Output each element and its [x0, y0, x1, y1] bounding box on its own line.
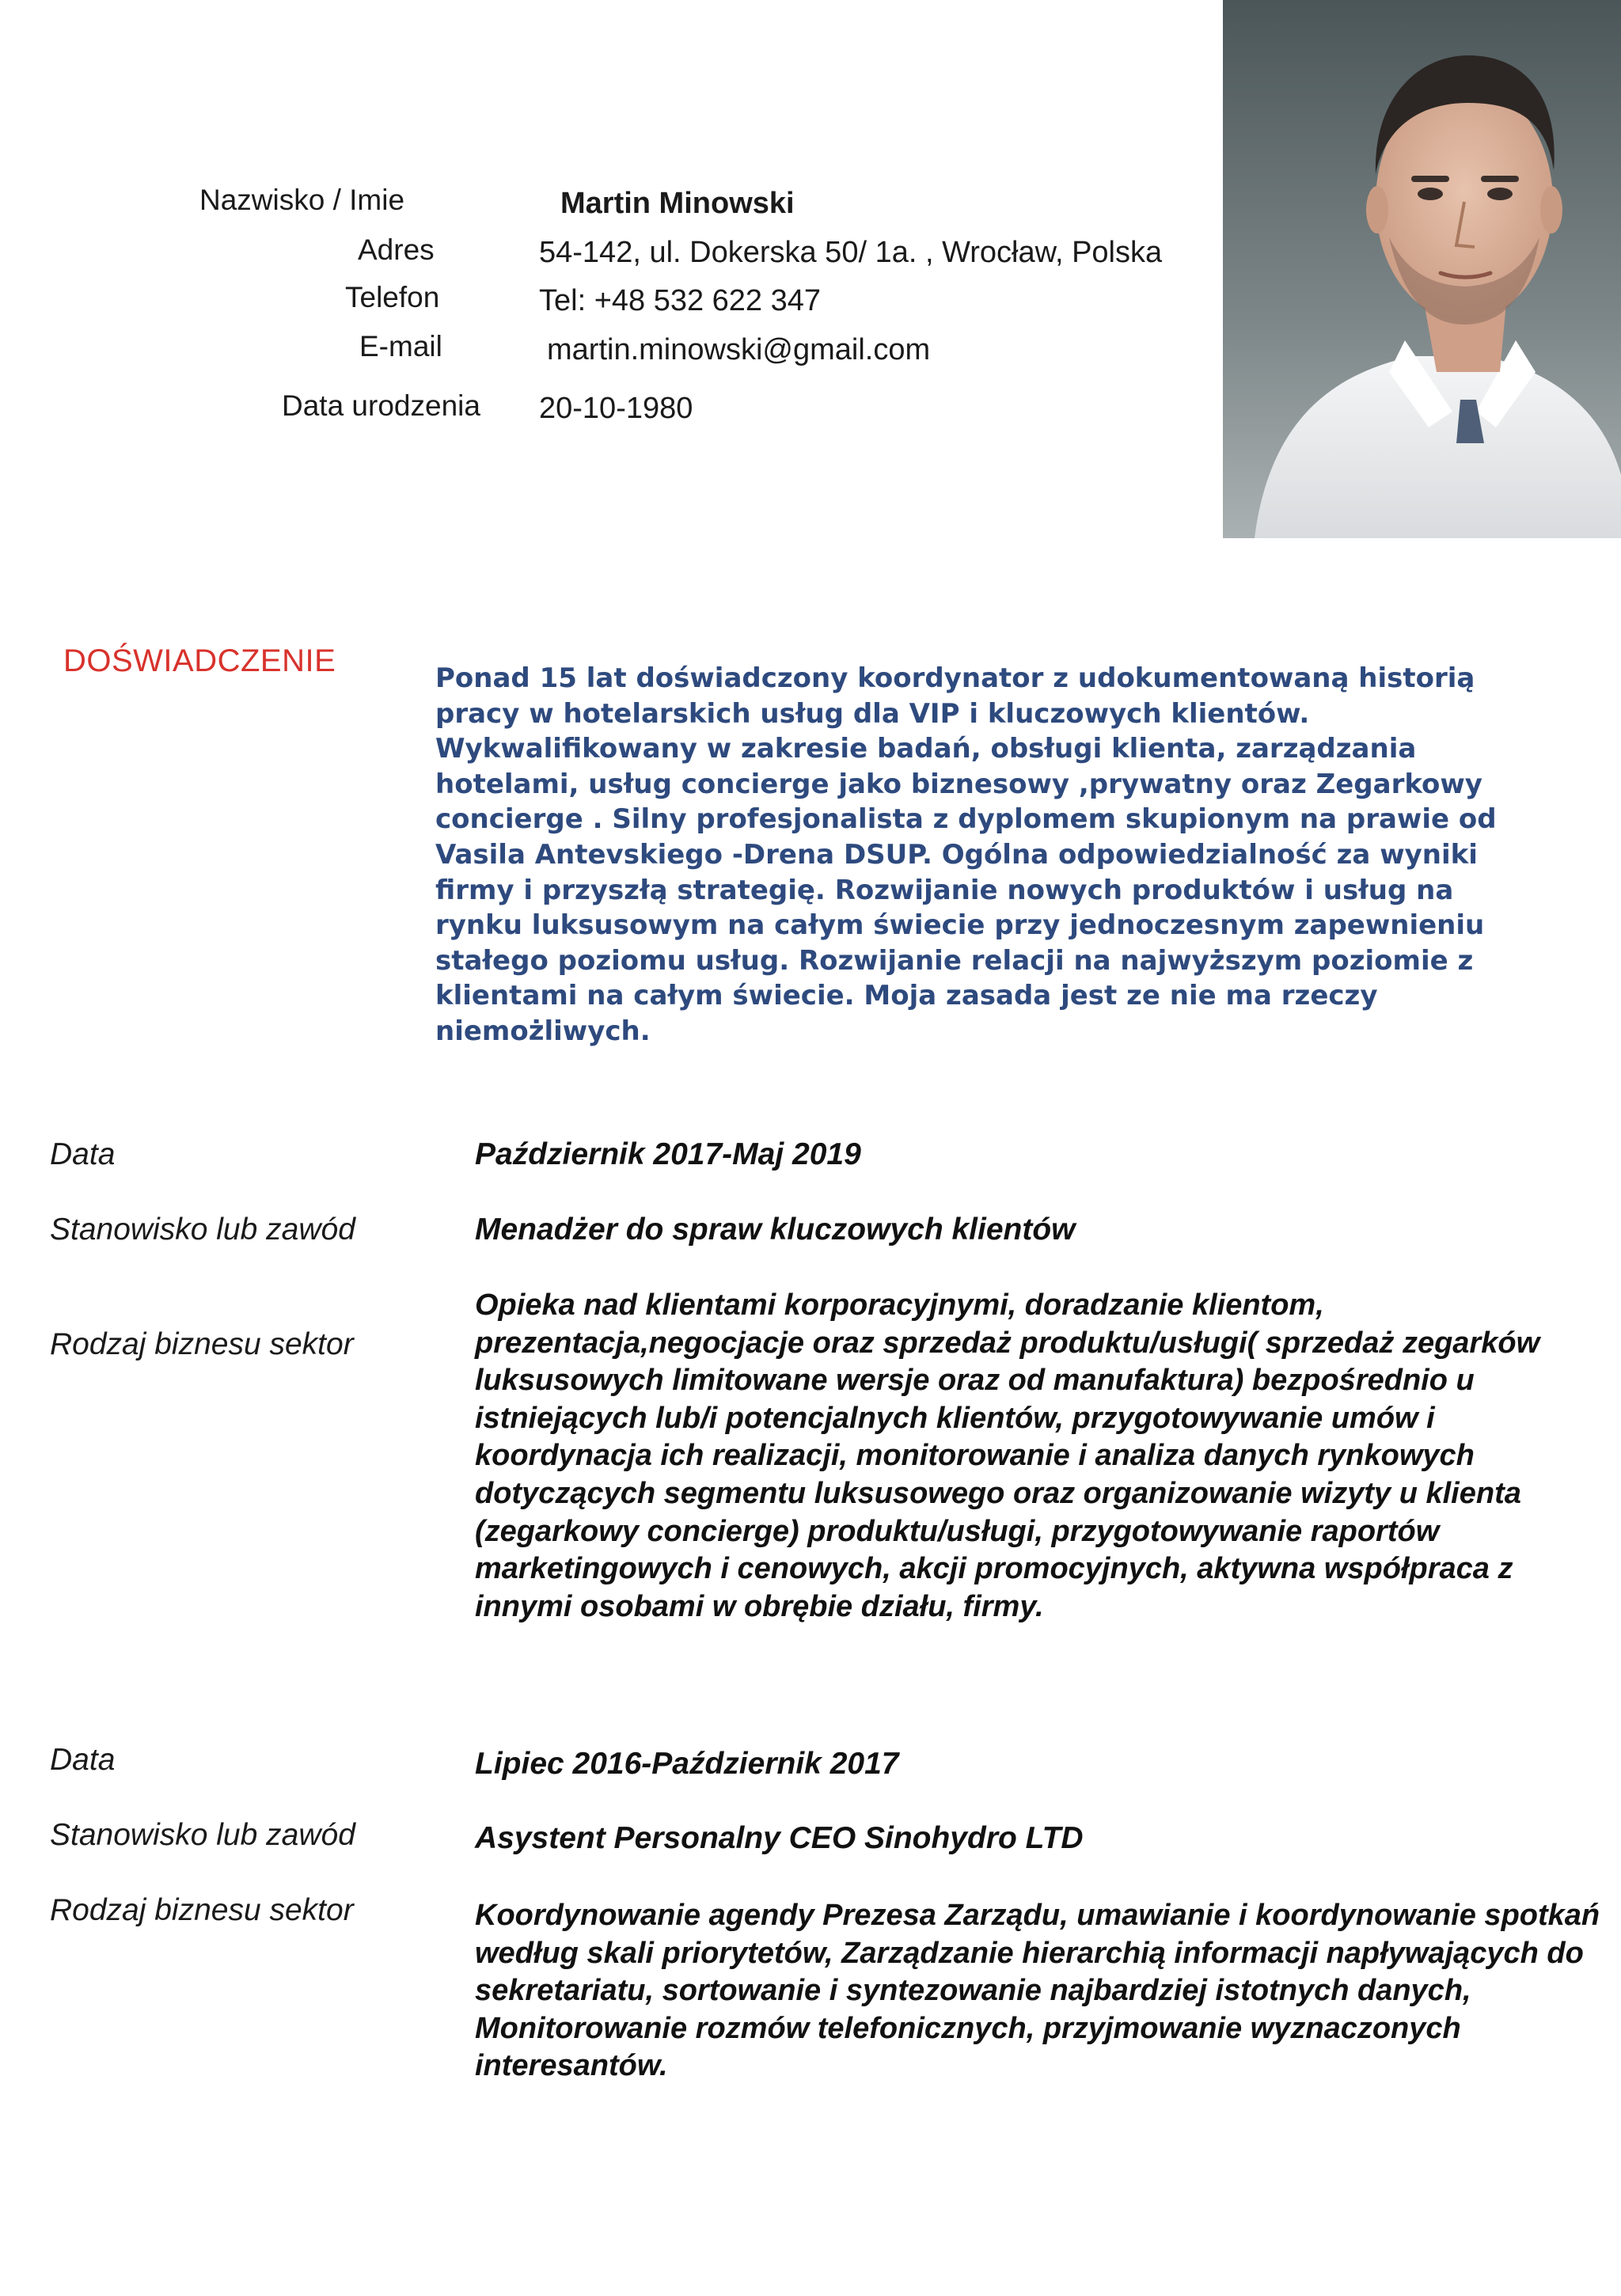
job-1-sector-label: Rodzaj biznesu sektor: [50, 1327, 354, 1361]
job-1-position-label: Stanowisko lub zawód: [50, 1213, 355, 1247]
email-label: E-mail: [359, 330, 442, 362]
address-label: Adres: [358, 233, 435, 266]
job-2-date-label: Data: [50, 1743, 116, 1777]
section-title-experience: DOŚWIADCZENIE: [63, 643, 336, 678]
job-1-description: Opieka nad klientami korporacyjnymi, doradzanie klientom, prezentacja,negocjacje oraz sprzedaż produktu/usługi( sprzedaż zegarków luksusowych limitowane wersje oraz od manufaktura) bezpośrednio u istniejących lub/i potencjalnych klientów, przygotowywanie umów i koordynacja ich realizacji, monitorowanie i analiza danych rynkowych dotyczących segmentu luksusowego oraz organizowanie wizyty u klienta (zegarkowy concierge) produktu/usługi, przygotowywanie raportów marketingowych i cenowych, akcji promocyjnych, aktywna współpraca z innymi osobami w obrębie działu, firmy.: [475, 1288, 1540, 1623]
job-1-position: Menadżer do spraw kluczowych klientów: [475, 1213, 1076, 1247]
job-1-date: Październik 2017-Maj 2019: [475, 1137, 861, 1171]
job-2-sector-label: Rodzaj biznesu sektor: [50, 1893, 354, 1927]
full-name: Martin Minowski: [560, 187, 795, 220]
job-2-position-label: Stanowisko lub zawód: [50, 1818, 355, 1852]
job-2-date: Lipiec 2016-Październik 2017: [475, 1747, 899, 1781]
name-label: Nazwisko / Imie: [199, 184, 405, 216]
birth-date-label: Data urodzenia: [282, 389, 480, 422]
job-2-description: Koordynowanie agendy Prezesa Zarządu, umawianie i koordynowanie spotkań według skali priorytetów, Zarządzanie hierarchią informacji napływających do sekretariatu, sortowanie i syntezowanie najbardziej istotnych danych, Monitorowanie rozmów telefonicznych, przyjmowanie wyznaczonych interesantów.: [475, 1899, 1600, 2083]
job-2-position: Asystent Personalny CEO Sinohydro LTD: [475, 1821, 1084, 1855]
email-value: martin.minowski@gmail.com: [547, 333, 931, 366]
address-value: 54-142, ul. Dokerska 50/ 1a. , Wrocław, Polska: [539, 236, 1163, 269]
experience-summary: Ponad 15 lat doświadczony koordynator z udokumentowaną historią pracy w hotelarskich usług dla VIP i kluczowych klientów. Wykwalifikowany w zakresie badań, obsługi klienta, zarządzania hotelami, usług concierge jako biznesowy ,prywatny oraz Zegarkowy concierge . Silny profesjonalista z dyplomem skupionym na prawie od Vasila Antevskiego -Drena DSUP. Ogólna odpowiedzialność za wyniki firmy i przyszłą strategię. Rozwijanie nowych produktów i usług na rynku luksusowym na całym świecie przy jednoczesnym zapewnieniu stałego poziomu usług. Rozwijanie relacji na najwyższym poziomie z klientami na całym świecie. Moja zasada jest ze nie ma rzeczy niemożliwych.: [435, 662, 1497, 1047]
birth-date-value: 20-10-1980: [539, 392, 693, 425]
profile-photo: [1223, 0, 1621, 538]
phone-label: Telefon: [345, 281, 440, 313]
phone-value: Tel: +48 532 622 347: [539, 284, 822, 317]
job-1-date-label: Data: [50, 1137, 116, 1171]
